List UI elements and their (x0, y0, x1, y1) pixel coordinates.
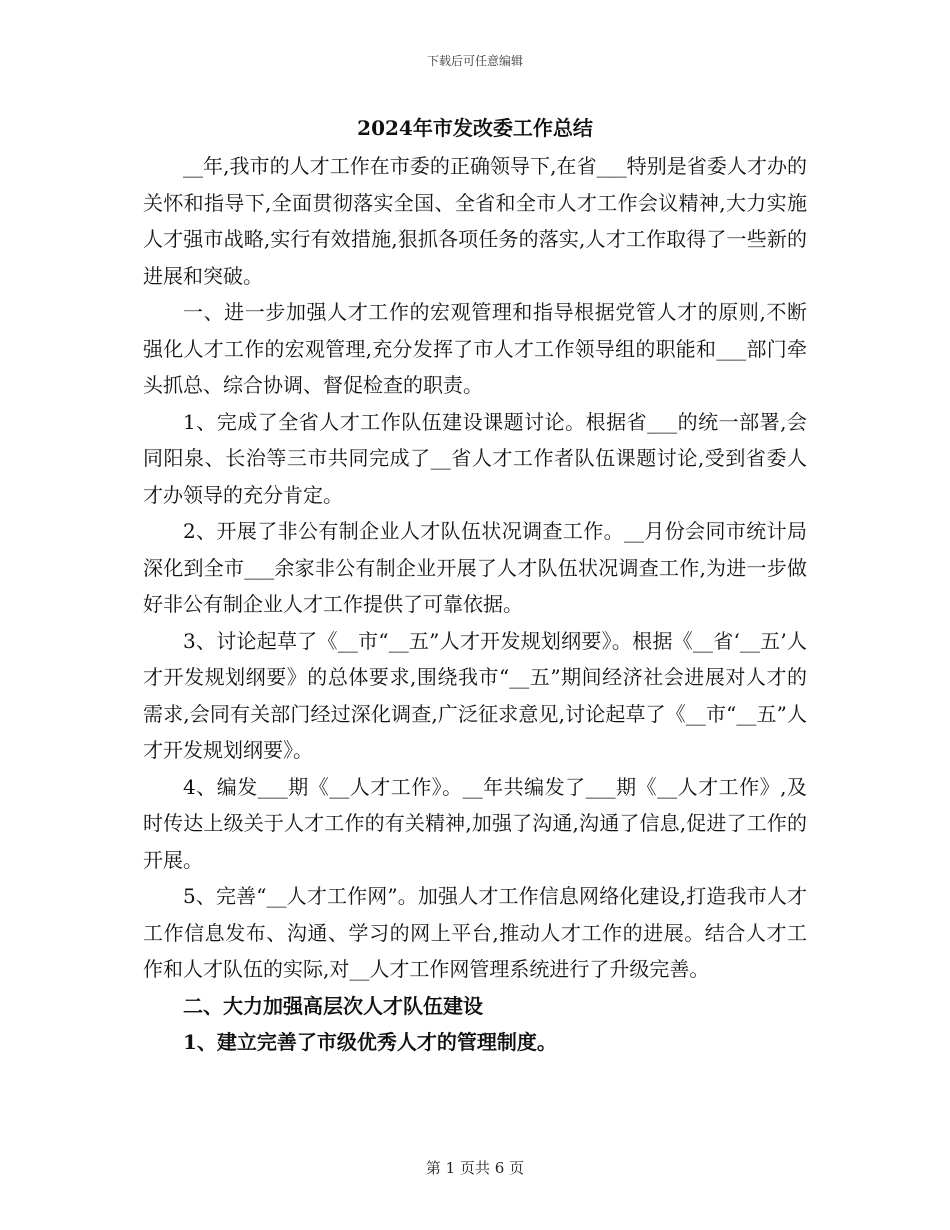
document-title: 2024年市发改委工作总结 (357, 116, 593, 140)
paragraph-section-1: 一、进一步加强人才工作的宏观管理和指导根据党管人才的原则,不断强化人才工作的宏观管理,充分发挥了市人才工作领导组的职能和___部门牵头抓总、综合协调、督促检查的职责。 (143, 300, 807, 397)
paragraph-item-3: 3、讨论起草了《__市“__五”人才开发规划纲要》。根据《__省‘__五’人才开发规划纲要》的总体要求,围绕我市“__五”期间经济社会进展对人才的需求,会同有关部门经过深化调查,广泛征求意见,讨论起草了《__市“__五”人才开发规划纲要》。 (143, 628, 807, 762)
paragraph-item-4: 4、编发___期《__人才工作》。__年共编发了___期《__人才工作》,及时传达上级关于人才工作的有关精神,加强了沟通,沟通了信息,促进了工作的开展。 (143, 774, 807, 872)
document-body (143, 108, 807, 1061)
paragraph-intro: __年,我市的人才工作在市委的正确领导下,在省___特别是省委人才办的关怀和指导下,全面贯彻落实全国、全省和全市人才工作会议精神,大力实施人才强市战略,实行有效措施,狠抓各项任务的落实,人才工作取得了一些新的进展和突破。 (143, 154, 807, 288)
paragraph-item-2: 2、开展了非公有制企业人才队伍状况调查工作。__月份会同市统计局深化到全市___余家非公有制企业开展了人才队伍状况调查工作,为进一步做好非公有制企业人才工作提供了可靠依据。 (143, 519, 807, 616)
section-heading-2: 二、大力加强高层次人才队伍建设 (183, 993, 483, 1018)
paragraph-item-1: 1、完成了全省人才工作队伍建设课题讨论。根据省___的统一部署,会同阳泉、长治等三市共同完成了__省人才工作者队伍课题讨论,受到省委人才办领导的充分肯定。 (143, 409, 807, 507)
page-footer: 第 1 页共 6 页 (425, 1159, 525, 1177)
header-note: 下载后可任意编辑 (426, 54, 523, 68)
subsection-heading-1: 1、建立完善了市级优秀人才的管理制度。 (183, 1030, 557, 1054)
paragraph-item-5: 5、完善“__人才工作网”。加强人才工作信息网络化建设,打造我市人才工作信息发布、沟通、学习的网上平台,推动人才工作的进展。结合人才工作和人才队伍的实际,对__人才工作网管理系统进行了升级完善。 (143, 884, 807, 981)
